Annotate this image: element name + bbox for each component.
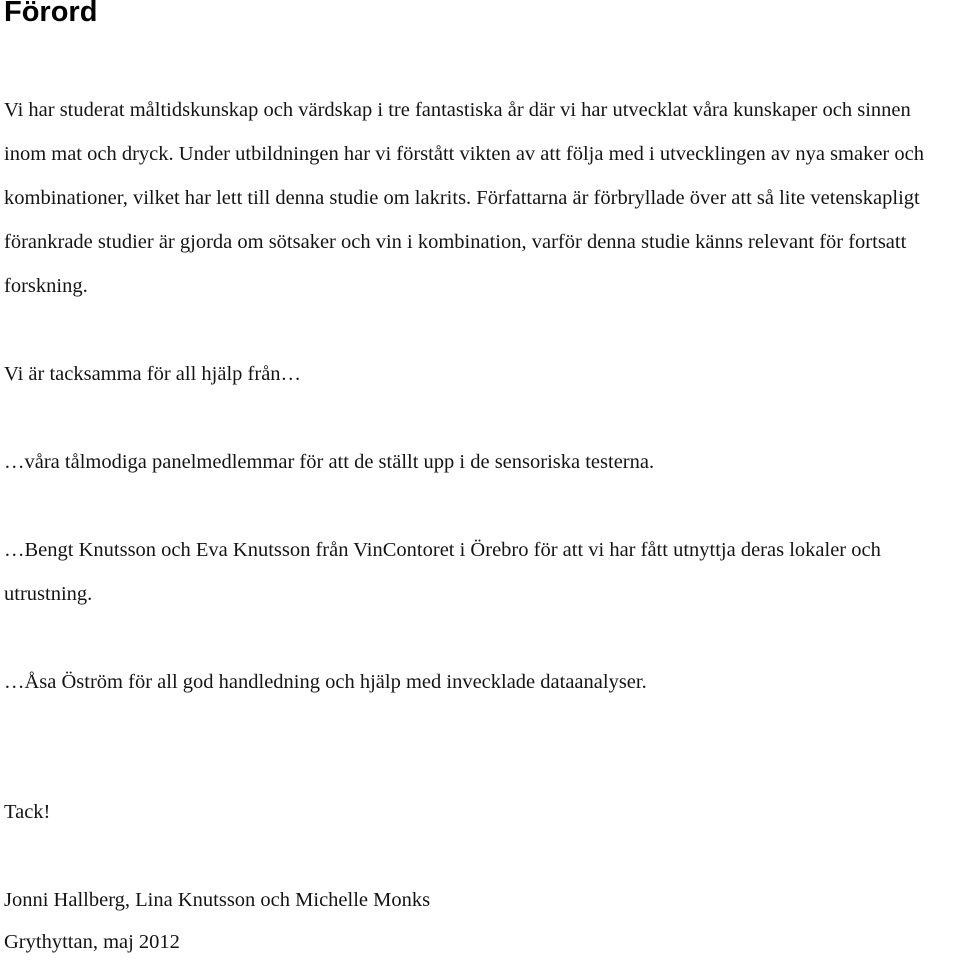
thanks-item-vincontoret: …Bengt Knutsson och Eva Knutsson från VinContoret i Örebro för att vi har fått utnyttja deras lokaler och utrustning. — [4, 539, 881, 605]
thanks-item-supervisor: …Åsa Öström för all god handledning och hjälp med invecklade dataanalyser. — [4, 671, 647, 693]
thanks-item-panel: …våra tålmodiga panelmedlemmar för att de ställt upp i de sensoriska testerna. — [4, 451, 655, 473]
thanks-lead-text: Vi är tacksamma för all hjälp från… — [4, 363, 302, 385]
closing-text: Tack! — [4, 801, 51, 823]
authors-line: Jonni Hallberg, Lina Knutsson och Michelle Monks — [4, 889, 431, 911]
place-date-line: Grythyttan, maj 2012 — [4, 931, 180, 953]
intro-paragraph: Vi har studerat måltidskunskap och värdskap i tre fantastiska år där vi har utvecklat våra kunskaper och sinnen inom mat och dryck. Under utbildningen har vi förstått vikten av att följa med i utvecklingen av nya smaker och kombinationer, vilket har lett till denna studie om lakrits. Författarna är förbryllade över att så lite vetenskapligt förankrade studier är gjorda om sötsaker och vin i kombination, varför denna studie känns relevant för fortsatt forskning. — [4, 99, 924, 297]
page-title: Förord — [4, 0, 98, 28]
